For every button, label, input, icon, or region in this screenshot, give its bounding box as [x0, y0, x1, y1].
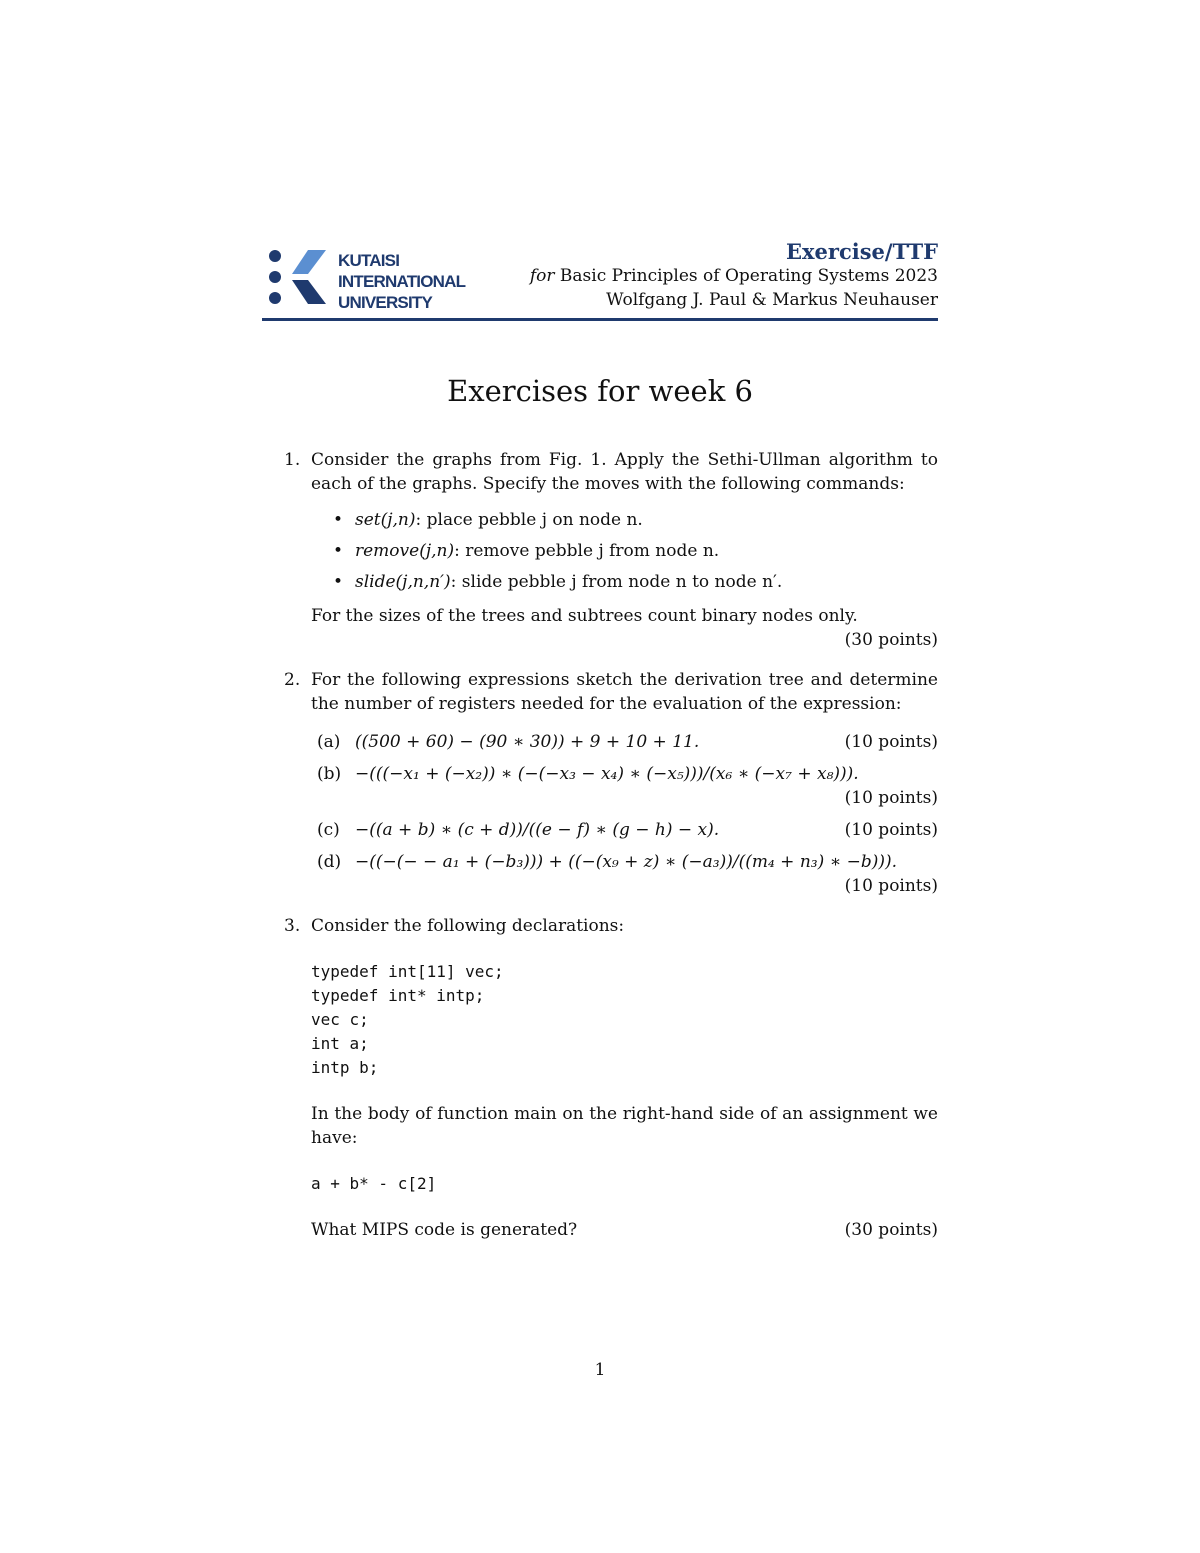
code-expression: a + b* - c[2]: [311, 1174, 437, 1193]
command-name: slide(j,n,n′): [355, 572, 451, 592]
command-desc: : slide pebble j from node n to node n′.: [450, 572, 783, 592]
command-name: remove(j,n): [355, 541, 455, 561]
course-name: Basic Principles of Operating Systems 2023: [554, 266, 938, 286]
logo-wordmark: [338, 250, 465, 313]
page-number: 1: [594, 1360, 606, 1380]
header-divider: [262, 318, 938, 321]
points-label: (30 points): [844, 1220, 938, 1240]
page-header: [262, 240, 938, 322]
points-label: (10 points): [844, 876, 938, 896]
question-text: What MIPS code is generated?: [311, 1220, 578, 1240]
exercise-number: 3.: [284, 916, 301, 936]
exercise-number: 2.: [284, 670, 301, 690]
command-list: [311, 508, 938, 594]
code-line: vec c;: [311, 1010, 369, 1029]
question-row: [311, 1218, 938, 1242]
header-info: [530, 240, 938, 312]
exercise-text-2: In the body of function main on the right-hand side of an assignment we have:: [311, 1104, 938, 1148]
list-item: [333, 570, 938, 594]
command-desc: : place pebble j on node n.: [415, 510, 643, 530]
command-desc: : remove pebble j from node n.: [454, 541, 720, 561]
subitem-label: (a): [317, 732, 341, 752]
subitem-d: [317, 850, 938, 898]
list-item: [333, 539, 938, 563]
exercise-2: [284, 668, 938, 898]
code-line: intp b;: [311, 1058, 379, 1077]
subitem-label: (c): [317, 820, 340, 840]
points-label: (30 points): [844, 630, 938, 650]
list-item: [333, 508, 938, 532]
subitem-b: [317, 762, 938, 810]
points-label: (10 points): [844, 788, 938, 808]
code-block: [311, 960, 938, 1080]
k-logo-icon: [268, 246, 330, 308]
expression: ((500 + 60) − (90 ∗ 30)) + 9 + 10 + 11.: [355, 732, 700, 752]
exercise-text: Consider the graphs from Fig. 1. Apply the Sethi-Ullman algorithm to each of the graphs. Specify the moves with the following commands:: [311, 450, 938, 494]
subitem-a: [317, 730, 938, 754]
exercise-note: For the sizes of the trees and subtrees count binary nodes only.: [311, 606, 858, 626]
exercise-list: [284, 448, 938, 1242]
subitem-label: (b): [317, 764, 342, 784]
logo-line-1: KUTAISI: [338, 251, 400, 270]
university-logo: [268, 246, 488, 310]
exercise-text: Consider the following declarations:: [311, 916, 625, 936]
exercise-number: 1.: [284, 450, 301, 470]
code-line: typedef int[11] vec;: [311, 962, 504, 981]
exercise-text: For the following expressions sketch the derivation tree and determine the number of registers needed for the evaluation of the expression:: [311, 670, 938, 714]
expression: −((a + b) ∗ (c + d))/((e − f) ∗ (g − h) − x).: [355, 820, 720, 840]
command-name: set(j,n): [355, 510, 416, 530]
expression: −((−(− − a₁ + (−b₃))) + ((−(x₉ + z) ∗ (−a₃))/((m₄ + n₃) ∗ −b))).: [355, 852, 898, 872]
header-course: [530, 264, 938, 288]
expression: −(((−x₁ + (−x₂)) ∗ (−(−x₃ − x₄) ∗ (−x₅)))/(x₆ ∗ (−x₇ + x₈))).: [355, 764, 859, 784]
exercise-3: [284, 914, 938, 1242]
subitem-c: [317, 818, 938, 842]
header-authors: Wolfgang J. Paul & Markus Neuhauser: [606, 290, 938, 310]
page-title: Exercises for week 6: [447, 374, 753, 408]
points-label: (10 points): [844, 732, 938, 752]
logo-line-2: INTERNATIONAL: [338, 272, 466, 291]
code-line: int a;: [311, 1034, 369, 1053]
exercise-1: [284, 448, 938, 652]
course-prefix: for: [529, 266, 555, 286]
subitem-label: (d): [317, 852, 342, 872]
header-title: Exercise/TTF: [786, 239, 938, 264]
points-label: (10 points): [844, 820, 938, 840]
logo-line-3: UNIVERSITY: [338, 293, 433, 312]
code-line: typedef int* intp;: [311, 986, 485, 1005]
